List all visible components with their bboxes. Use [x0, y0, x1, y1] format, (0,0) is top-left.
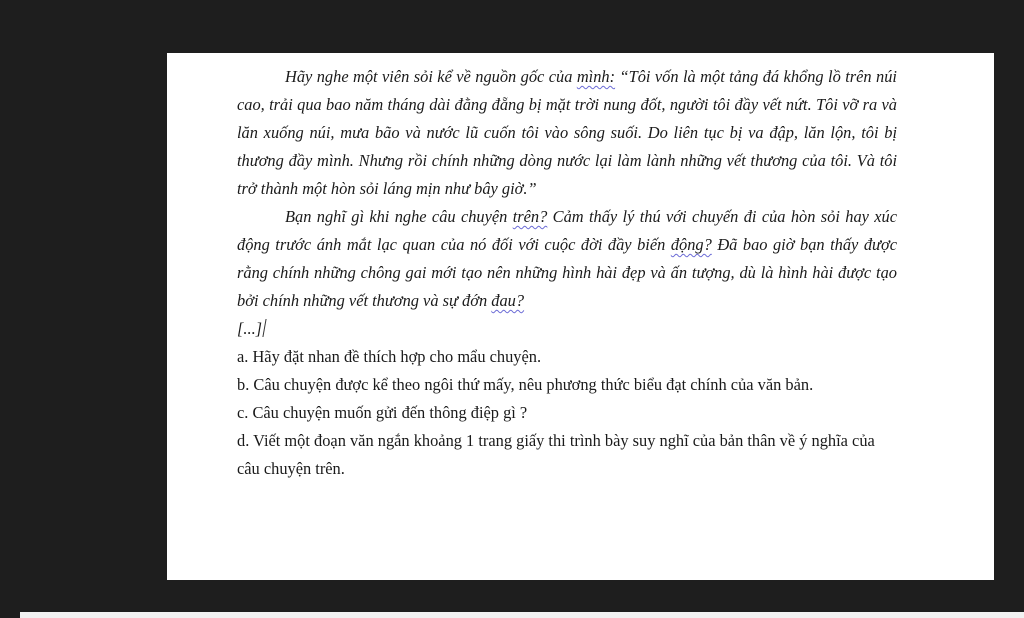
bottom-page-edge — [20, 612, 1024, 618]
document-page — [167, 53, 994, 580]
p2-text-1: Bạn nghĩ gì khi nghe câu chuyện — [285, 207, 513, 226]
p2-text-2: Cảm thấy lý thú với chuyến đi của hòn sỏi hay xúc động trước ánh mắt lạc quan của nó đối với cuộc đời đầy biến — [237, 207, 898, 254]
ellipsis-text: [...] — [237, 319, 263, 338]
passage-paragraph-2 — [237, 203, 897, 315]
question-b: b. Câu chuyện được kể theo ngôi thứ mấy, nêu phương thức biểu đạt chính của văn bản. — [237, 375, 814, 394]
spellcheck-underline-tren: trên? — [512, 207, 548, 226]
spellcheck-underline-dau: đau? — [491, 291, 525, 310]
p2-text-3: Đã bao giờ bạn thấy được rằng chính những chông gai mới tạo nên những hình hài đẹp và ấn tượng, dù là hình hài được tạo bởi chính những vết thương và sự đớn — [237, 235, 898, 310]
question-d: d. Viết một đoạn văn ngắn khoảng 1 trang giấy thi trình bày suy nghĩ của bản thân về ý nghĩa của câu chuyện trên. — [237, 431, 875, 478]
p1-text-start: Hãy nghe một viên sỏi kể về nguồn gốc của — [285, 67, 577, 86]
question-c: c. Câu chuyện muốn gửi đến thông điệp gì ? — [237, 403, 528, 422]
passage-ellipsis — [237, 315, 897, 343]
p1-text-rest: “Tôi vốn là một tảng đá khổng lồ trên núi cao, trải qua bao năm tháng dài đằng đẵng bị mặt trời nung đốt, người tôi đầy vết nứt. Tôi vỡ ra và lăn xuống núi, mưa bão và nước lũ cuốn tôi vào sông suối. Do liên tục bị va đập, lăn lộn, tôi bị thương đầy mình. Nhưng rồi chính những dòng nước lại làm lành những vết thương của tôi. Và tôi trở thành một hòn sỏi láng mịn như bây giờ.” — [237, 67, 897, 198]
document-text — [237, 63, 897, 483]
spellcheck-underline-minh: mình: — [576, 67, 616, 86]
spellcheck-underline-dong: động? — [670, 235, 712, 254]
passage-paragraph-1 — [237, 63, 897, 203]
question-a: a. Hãy đặt nhan đề thích hợp cho mẩu chuyện. — [237, 347, 542, 366]
text-cursor — [262, 319, 266, 337]
